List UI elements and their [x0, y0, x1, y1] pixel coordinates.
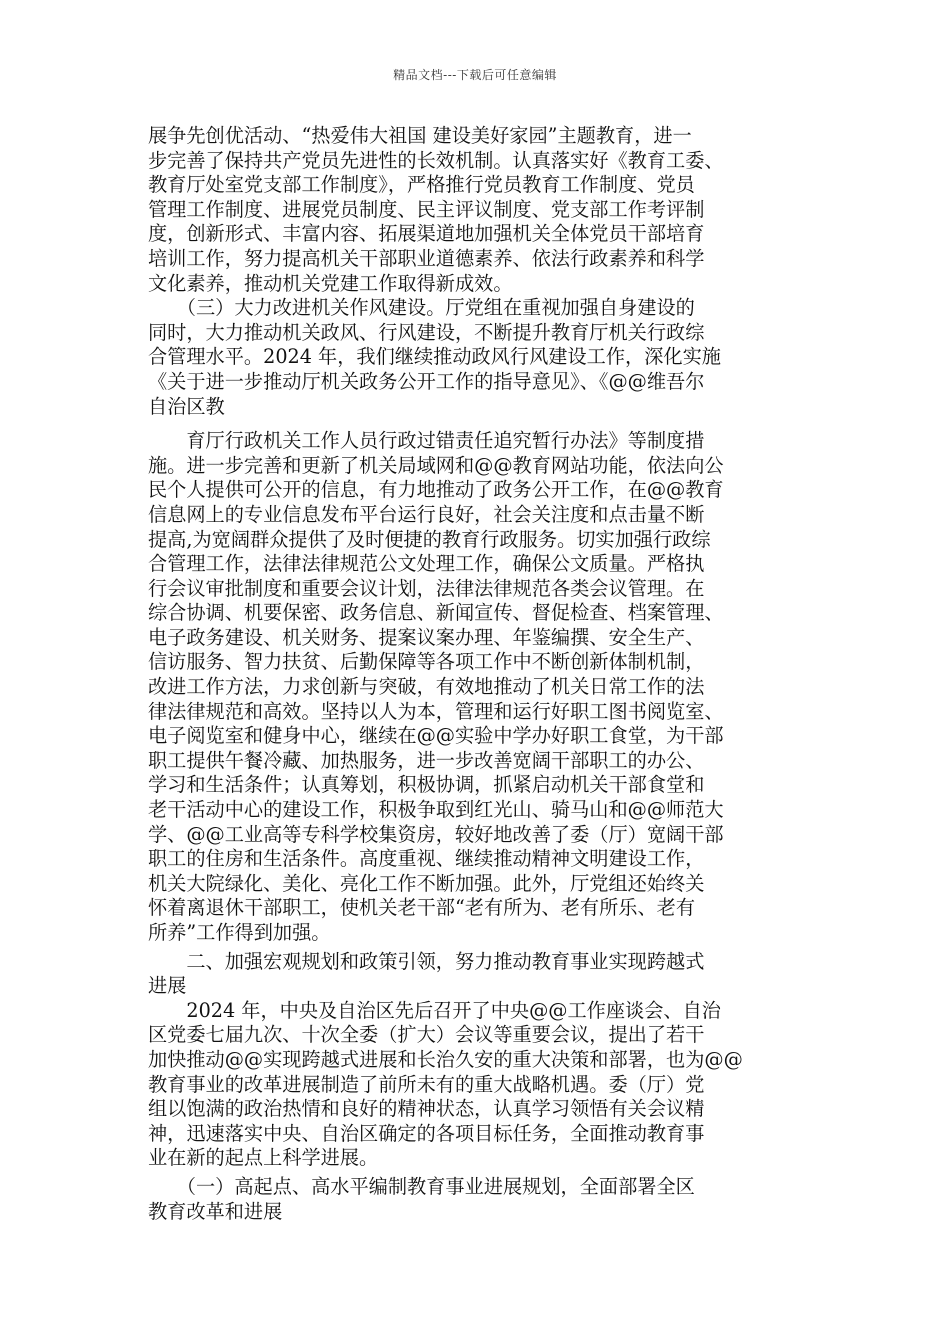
body-line: 同时，大力推动机关政风、行风建设，不断提升教育厅机关行政综	[148, 320, 705, 344]
section-heading-line: （一）高起点、高水平编制教育事业进展规划，全面部署全区	[148, 1174, 695, 1198]
body-line: 合管理工作，法律法律规范公文处理工作，确保公文质量。严格执	[148, 552, 705, 576]
body-line: 神，迅速落实中央、自治区确定的各项目标任务，全面推动教育事	[148, 1121, 705, 1145]
body-line: 职工的住房和生活条件。高度重视、继续推动精神文明建设工作，	[148, 847, 705, 871]
body-line: 区党委七届九次、十次全委（扩大）会议等重要会议，提出了若干	[148, 1023, 705, 1047]
body-line: 展争先创优活动、“热爱伟大祖国 建设美好家园”主题教育，进一	[148, 124, 692, 147]
body-line: 教育厅处室党支部工作制度》，严格推行党员教育工作制度、党员	[148, 173, 695, 197]
body-line: 提高,为宽阔群众提供了及时便捷的教育行政服务。切实加强行政综	[148, 527, 711, 551]
body-line: 教育事业的改革进展制造了前所未有的重大战略机遇。委（厅）党	[148, 1072, 705, 1096]
section-heading-line: 二、加强宏观规划和政策引领，努力推动教育事业实现跨越式	[148, 949, 705, 973]
body-line: 加快推动@@实现跨越式进展和长治久安的重大决策和部署，也为@@	[148, 1047, 743, 1071]
body-line: 信息网上的专业信息发布平台运行良好，社会关注度和点击量不断	[148, 502, 705, 526]
body-line: 培训工作，努力提高机关干部职业道德素养、依法行政素养和科学	[148, 246, 705, 270]
body-line: 管理工作制度、进展党员制度、民主评议制度、党支部工作考评制	[148, 197, 705, 221]
body-line: 机关大院绿化、美化、亮化工作不断加强。此外，厅党组还始终关	[148, 871, 705, 895]
body-line: 行会议审批制度和重要会议计划，法律法律规范各类会议管理。在	[148, 576, 705, 600]
body-line: 学习和生活条件；认真筹划，积极协调，抓紧启动机关干部食堂和	[148, 773, 705, 797]
body-line: 自治区教	[148, 394, 225, 418]
section-heading-line: 进展	[148, 974, 187, 998]
body-line: 步完善了保持共产党员先进性的长效机制。认真落实好《教育工委、	[148, 148, 724, 172]
body-line: 施。进一步完善和更新了机关局域网和@@教育网站功能，依法向公	[148, 453, 724, 477]
body-line: 组以饱满的政治热情和良好的精神状态，认真学习领悟有关会议精	[148, 1097, 705, 1121]
section-heading-line: 教育改革和进展	[148, 1199, 283, 1223]
body-line: 律法律规范和高效。坚持以人为本，管理和运行好职工图书阅览室、	[148, 699, 724, 723]
body-line: 电子政务建设、机关财务、提案议案办理、年鉴编撰、安全生产、	[148, 625, 705, 649]
body-line: 民个人提供可公开的信息，有力地推动了政务公开工作，在@@教育	[148, 478, 724, 502]
body-line: 文化素养，推动机关党建工作取得新成效。	[148, 271, 513, 295]
body-line: 2024 年，中央及自治区先后召开了中央@@工作座谈会、自治	[148, 998, 721, 1022]
page-header: 精品文档---下载后可任意编辑	[393, 68, 557, 82]
section-heading-line: （三）大力改进机关作风建设。厅党组在重视加强自身建设的	[148, 296, 695, 320]
body-line: 改进工作方法，力求创新与突破，有效地推动了机关日常工作的法	[148, 675, 705, 699]
body-line: 学、@@工业高等专科学校集资房，较好地改善了委（厅）宽阔干部	[148, 822, 724, 846]
body-line: 怀着离退休干部职工，使机关老干部“老有所为、老有所乐、老有	[148, 896, 696, 920]
document-body	[148, 124, 808, 1224]
body-line: 老干活动中心的建设工作，积极争取到红光山、骑马山和@@师范大	[148, 798, 724, 822]
body-line: 职工提供午餐冷藏、加热服务，进一步改善宽阔干部职工的办公、	[148, 748, 705, 772]
body-line: 合管理水平。2024 年，我们继续推动政风行风建设工作，深化实施	[148, 345, 721, 369]
body-line: 《关于进一步推动厅机关政务公开工作的指导意见》、《@@维吾尔	[148, 369, 705, 393]
body-line: 育厅行政机关工作人员行政过错责任追究暂行办法》等制度措	[148, 429, 705, 453]
body-line: 度，创新形式、丰富内容、拓展渠道地加强机关全体党员干部培育	[148, 222, 705, 246]
body-line: 业在新的起点上科学进展。	[148, 1146, 379, 1170]
body-line: 所养”工作得到加强。	[148, 921, 331, 944]
body-line: 信访服务、智力扶贫、后勤保障等各项工作中不断创新体制机制，	[148, 650, 705, 674]
body-line: 电子阅览室和健身中心，继续在@@实验中学办好职工食堂，为干部	[148, 724, 724, 748]
body-line: 综合协调、机要保密、政务信息、新闻宣传、督促检查、档案管理、	[148, 601, 724, 625]
